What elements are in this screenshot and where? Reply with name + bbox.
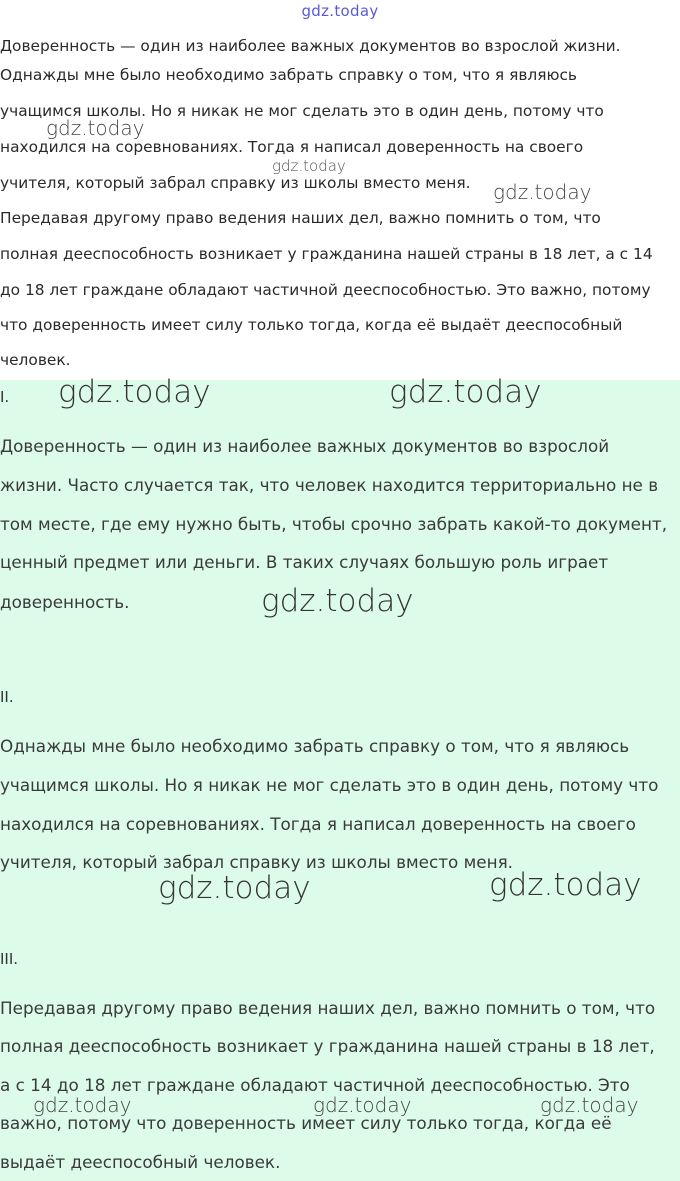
watermark: gdz.today: [489, 867, 642, 903]
summary-line: до 18 лет граждане обладают частичной дееспособностью. Это важно, потому: [0, 281, 651, 299]
summary-line: человек.: [0, 351, 71, 369]
summary-line: Передавая другому право ведения наших дел, важно помнить о том, что: [0, 209, 601, 227]
watermark: gdz.today: [46, 116, 145, 140]
summary-line: что доверенность имеет силу только тогда, когда её выдаёт дееспособный: [0, 316, 623, 334]
watermark: gdz.today: [493, 180, 592, 204]
part-line: учащимся школы. Но я никак не мог сделать это в один день, потому что: [0, 775, 659, 795]
part-line: доверенность.: [0, 592, 130, 612]
site-header-watermark: gdz.today: [301, 2, 379, 20]
summary-line: Однажды мне было необходимо забрать справку о том, что я являюсь: [0, 66, 577, 84]
part-line: Однажды мне было необходимо забрать справку о том, что я являюсь: [0, 736, 630, 756]
part-line: важно, потому что доверенность имеет силу только тогда, когда её: [0, 1113, 612, 1133]
summary-section: [0, 0, 680, 380]
watermark: gdz.today: [389, 374, 542, 410]
part-line: жизни. Часто случается так, что человек находится территориально не в: [0, 475, 659, 495]
watermark: gdz.today: [58, 374, 211, 410]
part-numeral: III.: [0, 950, 19, 968]
watermark: gdz.today: [158, 870, 311, 906]
part-numeral: II.: [0, 688, 14, 706]
part-line: а с 14 до 18 лет граждане обладают частичной дееспособностью. Это: [0, 1075, 630, 1095]
watermark: gdz.today: [540, 1093, 639, 1117]
part-line: полная дееспособность возникает у гражданина нашей страны в 18 лет,: [0, 1036, 655, 1056]
summary-line: учащимся школы. Но я никак не мог сделать это в один день, потому что: [0, 102, 604, 120]
part-line: том месте, где ему нужно быть, чтобы срочно забрать какой-то документ,: [0, 514, 668, 534]
part-line: Передавая другому право ведения наших дел, важно помнить о том, что: [0, 998, 656, 1018]
watermark: gdz.today: [33, 1093, 132, 1117]
summary-line: находился на соревнованиях. Тогда я написал доверенность на своего: [0, 138, 584, 156]
part-line: Доверенность — один из наиболее важных документов во взрослой: [0, 436, 610, 456]
summary-line: учителя, который забрал справку из школы вместо меня.: [0, 174, 471, 192]
summary-line: Доверенность — один из наиболее важных документов во взрослой жизни.: [0, 37, 621, 55]
watermark: gdz.today: [261, 583, 414, 619]
part-line: учителя, который забрал справку из школы вместо меня.: [0, 852, 513, 872]
part-numeral: I.: [0, 388, 10, 406]
part-line: находился на соревнованиях. Тогда я написал доверенность на своего: [0, 814, 636, 834]
watermark: gdz.today: [272, 157, 346, 175]
part-line: ценный предмет или деньги. В таких случаях большую роль играет: [0, 552, 609, 572]
answer-section: [0, 380, 680, 1181]
watermark: gdz.today: [313, 1093, 412, 1117]
part-line: выдаёт дееспособный человек.: [0, 1152, 281, 1172]
summary-line: полная дееспособность возникает у гражданина нашей страны в 18 лет, а с 14: [0, 245, 653, 263]
